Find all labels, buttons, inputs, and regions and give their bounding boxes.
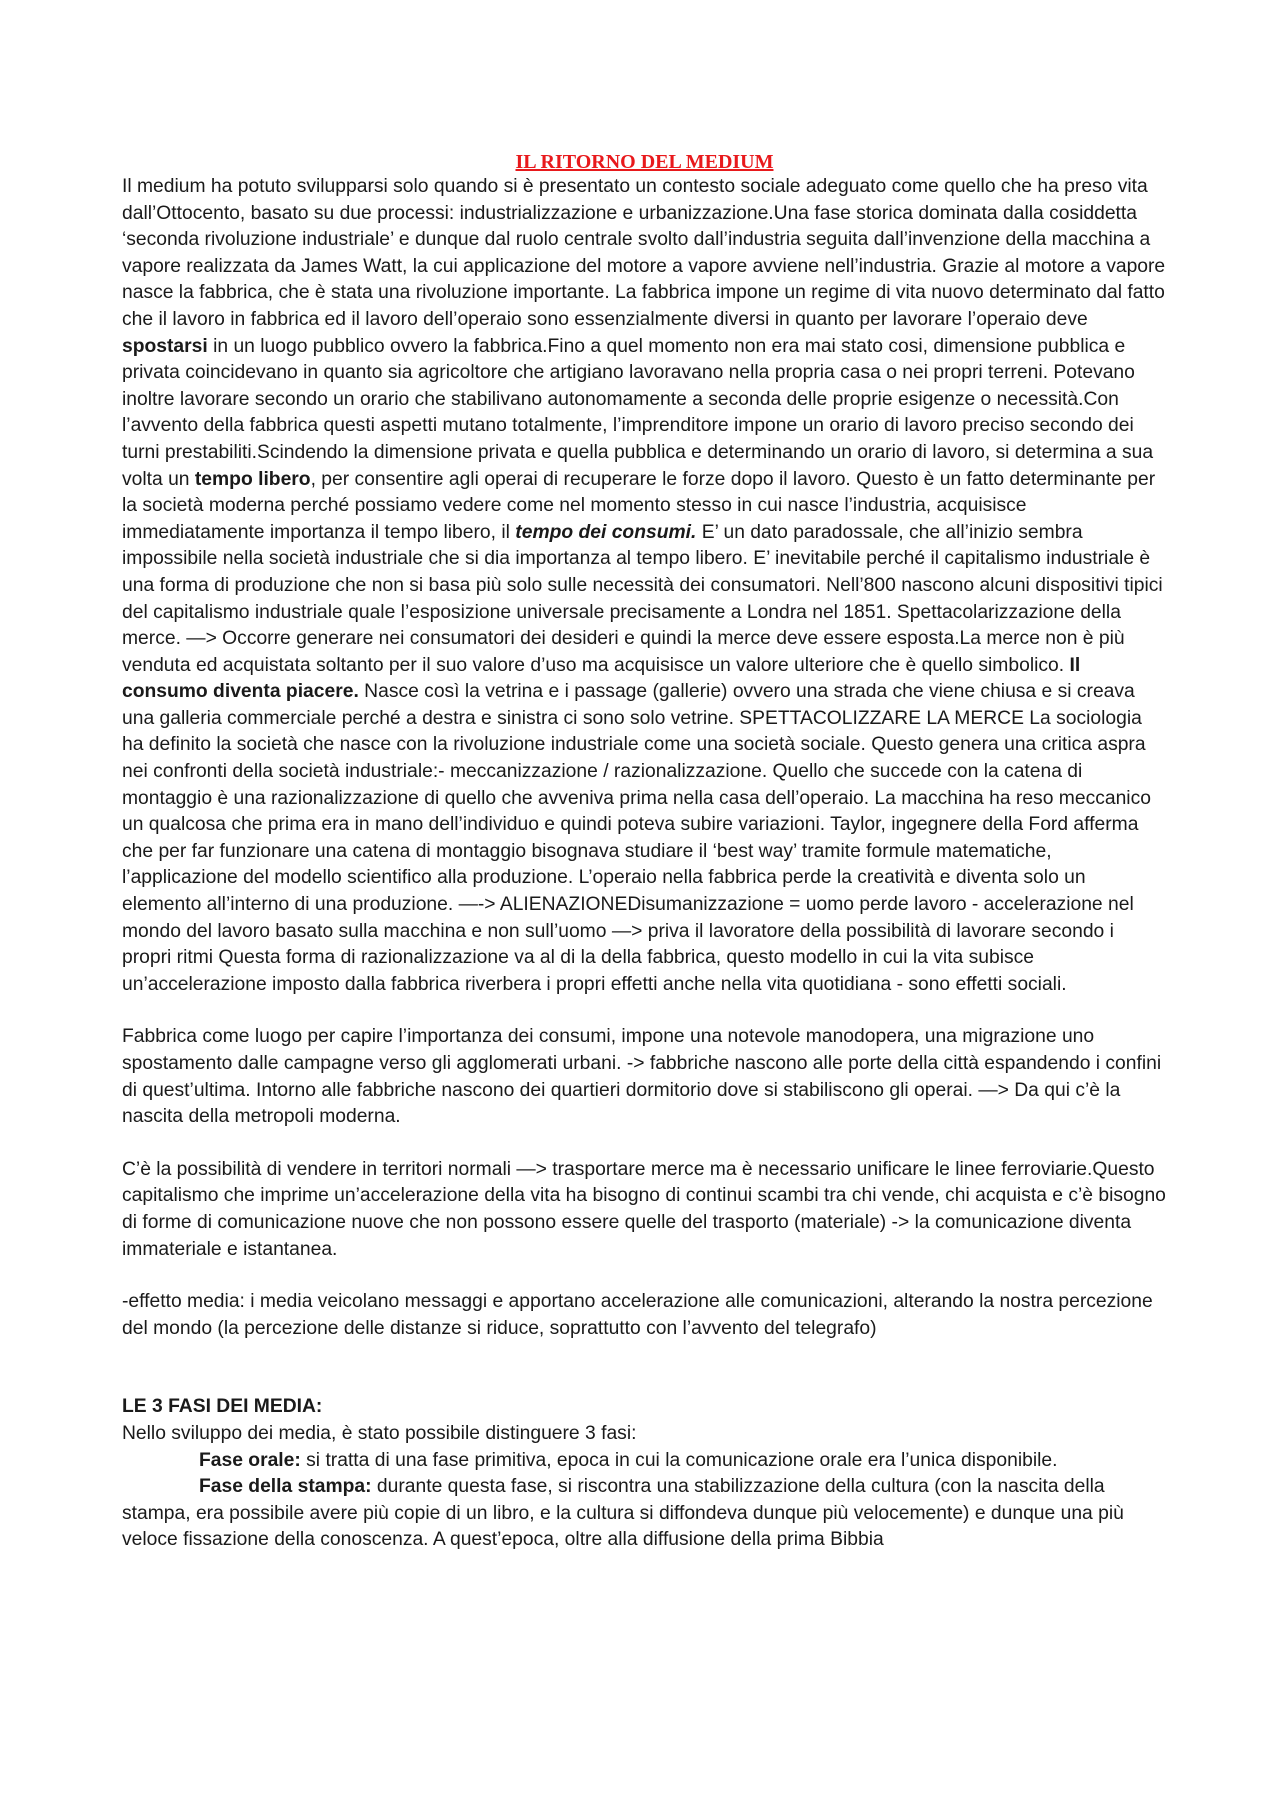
- phase-label: Fase della stampa:: [199, 1476, 372, 1498]
- bold-term-consumo-piacere: Il consumo diventa piacere.: [122, 654, 1081, 703]
- paragraph-medium-intro: [122, 174, 1167, 998]
- phase-text: durante questa fase, si riscontra una stabilizzazione della cultura (con la nascita della stampa, era possibile avere più copie di un libro, e la cultura si diffondeva dunque più velocemente) e dunque una più veloce fissazione della conoscenza. A quest’epoca, oltre alla diffusione della prima Bibbia: [122, 1476, 1124, 1551]
- bold-italic-term-tempo-dei-consumi: tempo dei consumi.: [515, 521, 697, 543]
- phase-item-stampa: [122, 1474, 1167, 1554]
- text-run: Nasce così la vetrina e i passage (gallerie) ovvero una strada che viene chiusa e si creava una galleria commerciale perché a destra e sinistra ci sono solo vetrine. SPETTACOLIZZARE LA MERCE La sociologia ha definito la società che nasce con la rivoluzione industriale come una società sociale. Questo genera una critica aspra nei confronti della società industriale:- meccanizzazione / razionalizzazione. Quello che succede con la catena di montaggio è una razionalizzazione di quello che avveniva prima nella casa dell’operaio. La macchina ha reso meccanico un qualcosa che prima era in mano dell’individuo e quindi poteva subire variazioni. Taylor, ingegnere della Ford afferma che per far funzionare una catena di montaggio bisognava studiare il ‘best way’ tramite formule matematiche, l’applicazione del modello scientifico alla produzione. L’operaio nella fabbrica perde la creatività e diventa solo un elemento all’interno di una produzione. —-> ALIENAZIONEDisumanizzazione = uomo perde lavoro - accelerazione nel mondo del lavoro basato sulla macchina e non sull’uomo —> priva il lavoratore della possibilità di lavorare secondo i propri ritmi Questa forma di razionalizzazione va al di la della fabbrica, questo modello in cui la vita subisce un’accelerazione imposto dalla fabbrica riverbera i propri effetti anche nella vita quotidiana - sono effetti sociali.: [122, 681, 1151, 995]
- phase-label: Fase orale:: [199, 1449, 301, 1471]
- paragraph-territori: C’è la possibilità di vendere in territori normali —> trasportare merce ma è necessario unificare le linee ferroviarie.Questo capitalismo che imprime un’accelerazione della vita ha bisogno di continui scambi tra chi vende, chi acquista e c’è bisogno di forme di comunicazione nuove che non possono essere quelle del trasporto (materiale) -> la comunicazione diventa immateriale e istantanea.: [122, 1158, 1166, 1260]
- paragraph-fabbrica: Fabbrica come luogo per capire l’importanza dei consumi, impone una notevole manodopera, una migrazione uno spostamento dalle campagne verso gli agglomerati urbani. -> fabbriche nascono alle porte della città espandendo i confini di quest’ultima. Intorno alle fabbriche nascono dei quartieri dormitorio dove si stabiliscono gli operai. —> Da qui c’è la nascita della metropoli moderna.: [122, 1026, 1162, 1128]
- bold-term-tempo-libero: tempo libero: [194, 468, 311, 490]
- text-run: , per consentire agli operai di recuperare le forze dopo il lavoro. Questo è un fatto determinante per la società moderna perché possiamo vedere come nel momento stesso in cui nasce l’industria, acquisisce immediatamente importanza il tempo libero, il: [122, 468, 1156, 543]
- phase-text: si tratta di una fase primitiva, epoca in cui la comunicazione orale era l’unica disponibile.: [300, 1449, 1058, 1471]
- paragraph-effetto-media: -effetto media: i media veicolano messaggi e apportano accelerazione alle comunicazioni, alterando la nostra percezione del mondo (la percezione delle distanze si riduce, soprattutto con l’avvento del telegrafo): [122, 1291, 1153, 1339]
- document-title: IL RITORNO DEL MEDIUM: [515, 151, 774, 173]
- document-page: [122, 150, 1167, 1554]
- text-run: Il medium ha potuto svilupparsi solo quando si è presentato un contesto sociale adeguato come quello che ha preso vita dall’Ottocento, basato su due processi: industrializzazione e urbanizzazione.Una fase storica dominata dalla cosiddetta ‘seconda rivoluzione industriale’ e dunque dal ruolo centrale svolto dall’industria seguita dall’invenzione della macchina a vapore realizzata da James Watt, la cui applicazione del motore a vapore avviene nell’industria. Grazie al motore a vapore nasce la fabbrica, che è stata una rivoluzione importante. La fabbrica impone un regime di vita nuovo determinato dal fatto che il lavoro in fabbrica ed il lavoro dell’operaio sono essenzialmente diversi in quanto per lavorare l’operaio deve: [122, 176, 1166, 330]
- text-run: E’ un dato paradossale, che all’inizio sembra impossibile nella società industriale che si dia importanza al tempo libero. E’ inevitabile perché il capitalismo industriale è una forma di produzione che non si basa più solo sulle necessità dei consumatori. Nell’800 nascono alcuni dispositivi tipici del capitalismo industriale quale l’esposizione universale precisamente a Londra nel 1851. Spettacolarizzazione della merce. —> Occorre generare nei consumatori dei desideri e quindi la merce deve essere esposta.La merce non è più venduta ed acquistata soltanto per il suo valore d’uso ma acquisisce un valore ulteriore che è quello simbolico.: [122, 521, 1163, 676]
- phase-item-orale: [122, 1448, 1167, 1475]
- text-run: in un luogo pubblico ovvero la fabbrica.Fino a quel momento non era mai stato cosi, dimensione pubblica e privata coincidevano in quanto sia agricoltore che artigiano lavoravano nella propria casa o nei propri terreni. Potevano inoltre lavorare secondo un orario che stabilivano autonomamente a seconda delle proprie esigenze o necessità.Con l’avvento della fabbrica questi aspetti mutano totalmente, l’imprenditore impone un orario di lavoro preciso secondo dei turni prestabiliti.Scindendo la dimensione privata e quella pubblica e determinando un orario di lavoro, si determina a sua volta un: [122, 335, 1154, 490]
- section-heading: LE 3 FASI DEI MEDIA:: [122, 1396, 323, 1418]
- section-intro: Nello sviluppo dei media, è stato possibile distinguere 3 fasi:: [122, 1422, 637, 1444]
- bold-term-spostarsi: spostarsi: [122, 335, 208, 357]
